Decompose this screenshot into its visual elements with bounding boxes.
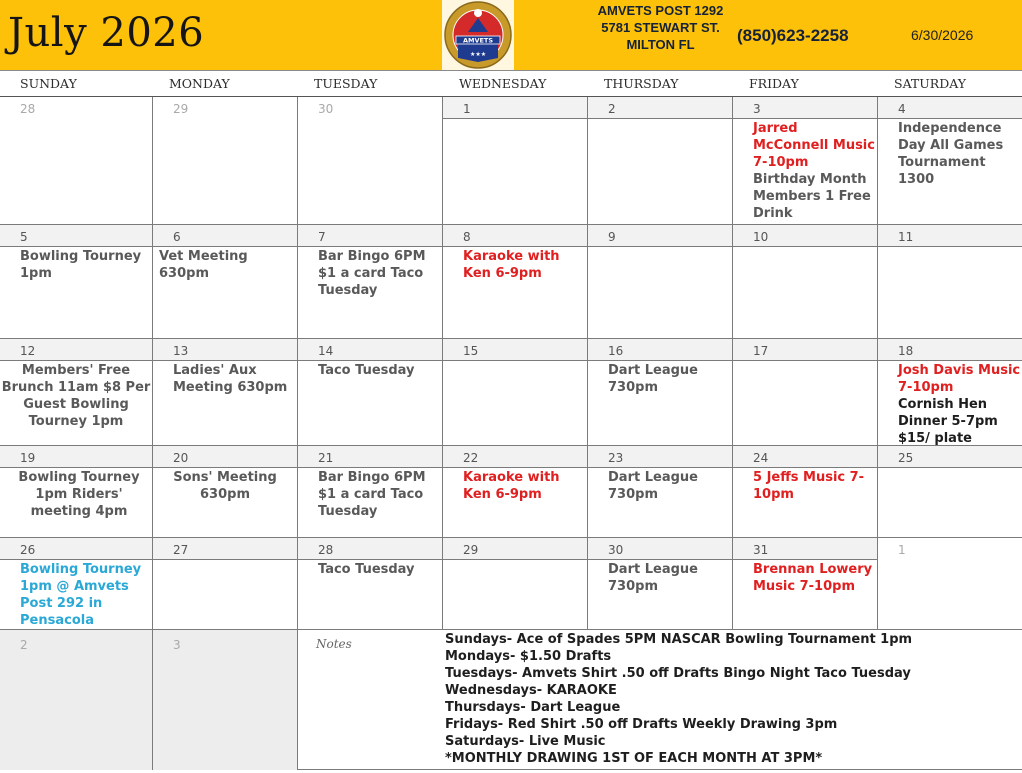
day-header (878, 339, 1022, 361)
note-line: Fridays- Red Shirt .50 off Drafts Weekly Drawing 3pm (445, 717, 838, 732)
note-line: Saturdays- Live Music (445, 734, 606, 749)
day-number: 6 (173, 230, 181, 244)
event-text: Dart League 730pm (608, 363, 698, 395)
day-number: 5 (20, 230, 28, 244)
event-text: Karaoke with Ken 6-9pm (463, 249, 560, 281)
day-number: 8 (463, 230, 471, 244)
day-header (443, 339, 587, 361)
day-number: 30 (318, 102, 334, 116)
note-line: Wednesdays- KARAOKE (445, 683, 617, 698)
day-header (733, 225, 877, 247)
event-list (298, 361, 442, 379)
day-header (0, 339, 152, 361)
weekday-header (0, 72, 1022, 97)
event-text: Ladies' Aux Meeting 630pm (173, 363, 288, 395)
event-list (878, 361, 1022, 446)
event-list (298, 247, 442, 299)
day-number: 7 (318, 230, 326, 244)
day-cell (588, 446, 733, 538)
event-list (0, 468, 152, 520)
note-line: Tuesdays- Amvets Shirt .50 off Drafts Bingo Night Taco Tuesday (445, 666, 911, 681)
day-cell (733, 225, 878, 339)
event-list (153, 247, 297, 282)
day-header (153, 225, 297, 247)
day-cell (588, 339, 733, 446)
weekday-wednesday: WEDNESDAY (459, 76, 547, 91)
day-number: 30 (608, 543, 624, 557)
event-text: Cornish Hen Dinner 5-7pm $15/ plate (898, 397, 998, 446)
note-line: Sundays- Ace of Spades 5PM NASCAR Bowling Tournament 1pm (445, 632, 913, 647)
day-cell (878, 446, 1022, 538)
day-number: 11 (898, 230, 914, 244)
day-number: 9 (608, 230, 616, 244)
day-number: 19 (20, 451, 36, 465)
day-cell (443, 225, 588, 339)
notes-list (445, 631, 1020, 767)
day-header (298, 446, 442, 468)
day-cell (298, 97, 443, 225)
day-cell (733, 446, 878, 538)
day-number: 15 (463, 344, 479, 358)
svg-text:★★★: ★★★ (470, 51, 487, 58)
day-number: 2 (608, 102, 616, 116)
day-cell (878, 97, 1022, 225)
month-title: July 2026 (8, 10, 205, 56)
weekday-monday: MONDAY (169, 76, 230, 91)
weekday-tuesday: TUESDAY (314, 76, 378, 91)
event-list (588, 560, 732, 595)
day-header (588, 538, 732, 560)
day-number: 23 (608, 451, 624, 465)
event-list (588, 361, 732, 396)
day-header (878, 446, 1022, 468)
day-number: 29 (463, 543, 479, 557)
day-cell (733, 339, 878, 446)
day-number: 29 (173, 102, 189, 116)
day-header (153, 446, 297, 468)
event-list (443, 247, 587, 282)
day-number: 28 (318, 543, 334, 557)
day-cell (443, 339, 588, 446)
event-text: Vet Meeting 630pm (159, 249, 248, 281)
event-text: Karaoke with Ken 6-9pm (463, 470, 560, 502)
event-text: Jarred McConnell Music 7-10pm (753, 121, 875, 170)
day-header (878, 225, 1022, 247)
day-cell (443, 97, 588, 225)
day-header (298, 225, 442, 247)
day-cell (878, 225, 1022, 339)
event-text: Bowling Tourney 1pm @ Amvets Post 292 in Pensacola (20, 562, 142, 628)
day-number: 21 (318, 451, 334, 465)
day-number: 4 (898, 102, 906, 116)
day-cell (153, 538, 298, 630)
day-number: 14 (318, 344, 334, 358)
note-line: Mondays- $1.50 Drafts (445, 649, 612, 664)
day-cell (878, 339, 1022, 446)
weekday-sunday: SUNDAY (20, 76, 77, 91)
day-cell (298, 339, 443, 446)
event-list (153, 361, 297, 396)
amvets-logo (442, 0, 514, 70)
day-header (153, 97, 297, 119)
day-header (878, 538, 1022, 560)
event-list (733, 560, 877, 595)
day-cell (0, 339, 153, 446)
calendar-header (0, 0, 1022, 71)
event-text: Bar Bingo 6PM $1 a card Taco Tuesday (318, 470, 426, 519)
post-name: AMVETS POST 1292 (597, 3, 724, 18)
event-text: Bowling Tourney 1pm (20, 249, 142, 281)
day-header (588, 446, 732, 468)
note-line: *MONTHLY DRAWING 1ST OF EACH MONTH AT 3PM* (445, 751, 823, 766)
day-header (153, 339, 297, 361)
day-header (588, 225, 732, 247)
day-header (588, 339, 732, 361)
event-text: Birthday Month Members 1 Free Drink (753, 172, 871, 221)
day-number: 16 (608, 344, 624, 358)
day-number: 24 (753, 451, 769, 465)
event-list (733, 468, 877, 503)
day-header (298, 339, 442, 361)
day-cell (153, 446, 298, 538)
day-cell (0, 446, 153, 538)
day-header (443, 446, 587, 468)
weekday-thursday: THURSDAY (604, 76, 679, 91)
day-cell (588, 225, 733, 339)
day-cell (588, 97, 733, 225)
event-text: Sons' Meeting 630pm (173, 470, 277, 502)
phone-number: (850)623-2258 (737, 26, 849, 45)
day-header (878, 97, 1022, 119)
day-header (443, 97, 587, 119)
day-cell (443, 446, 588, 538)
day-header (733, 538, 877, 560)
event-text: Taco Tuesday (318, 363, 415, 378)
day-header (588, 97, 732, 119)
day-cell (0, 538, 153, 630)
day-header (298, 97, 442, 119)
event-list (878, 119, 1022, 188)
day-number: 13 (173, 344, 189, 358)
event-text: Members' Free Brunch 11am $8 Per Guest Bowling Tourney 1pm (1, 363, 151, 429)
day-number: 2 (20, 638, 28, 652)
event-list (588, 468, 732, 503)
event-list (298, 560, 442, 578)
event-list (0, 560, 152, 629)
day-number: 20 (173, 451, 189, 465)
event-text: Brennan Lowery Music 7-10pm (753, 562, 873, 594)
event-text: Dart League 730pm (608, 470, 698, 502)
day-number: 25 (898, 451, 914, 465)
day-number: 3 (173, 638, 181, 652)
print-date: 6/30/2026 (911, 27, 974, 43)
day-cell (733, 538, 878, 630)
day-header (443, 225, 587, 247)
day-header (733, 339, 877, 361)
day-number: 1 (463, 102, 471, 116)
day-cell (298, 538, 443, 630)
event-list (443, 468, 587, 503)
weekday-friday: FRIDAY (749, 76, 799, 91)
day-header (0, 538, 152, 560)
day-number: 12 (20, 344, 36, 358)
day-cell (0, 225, 153, 339)
day-number: 18 (898, 344, 914, 358)
day-header (298, 538, 442, 560)
note-line: Thursdays- Dart League (445, 700, 621, 715)
event-text: Taco Tuesday (318, 562, 415, 577)
post-address (588, 2, 733, 53)
day-cell (153, 225, 298, 339)
day-cell (878, 538, 1022, 630)
day-number: 26 (20, 543, 36, 557)
day-header (443, 538, 587, 560)
event-list (153, 468, 297, 503)
day-number: 22 (463, 451, 479, 465)
post-street: 5781 STEWART ST. (601, 20, 720, 35)
day-number: 27 (173, 543, 189, 557)
day-number: 3 (753, 102, 761, 116)
day-cell (153, 339, 298, 446)
day-header (733, 97, 877, 119)
event-text: Independence Day All Games Tournament 1300 (898, 121, 1004, 187)
day-cell (153, 630, 298, 770)
event-list (0, 361, 152, 430)
day-cell (153, 97, 298, 225)
day-cell (0, 630, 153, 770)
day-number: 31 (753, 543, 769, 557)
event-text: Bar Bingo 6PM $1 a card Taco Tuesday (318, 249, 426, 298)
day-cell (298, 225, 443, 339)
post-city: MILTON FL (626, 37, 695, 52)
event-list (0, 247, 152, 282)
day-number: 1 (898, 543, 906, 557)
day-cell (588, 538, 733, 630)
event-text: Dart League 730pm (608, 562, 698, 594)
event-text: Bowling Tourney 1pm Riders' meeting 4pm (18, 470, 140, 519)
event-text: 5 Jeffs Music 7-10pm (753, 470, 865, 502)
day-header (0, 225, 152, 247)
day-number: 28 (20, 102, 36, 116)
day-header (0, 97, 152, 119)
day-cell (298, 446, 443, 538)
weekday-saturday: SATURDAY (894, 76, 966, 91)
event-list (733, 119, 877, 222)
day-number: 10 (753, 230, 769, 244)
day-header (733, 446, 877, 468)
day-cell (443, 538, 588, 630)
day-header (0, 446, 152, 468)
day-number: 17 (753, 344, 769, 358)
logo-banner-text: AMVETS (462, 36, 494, 45)
day-cell (0, 97, 153, 225)
day-cell (733, 97, 878, 225)
day-header (153, 538, 297, 560)
notes-label: Notes (316, 637, 352, 651)
event-list (298, 468, 442, 520)
event-text: Josh Davis Music 7-10pm (898, 363, 1021, 395)
